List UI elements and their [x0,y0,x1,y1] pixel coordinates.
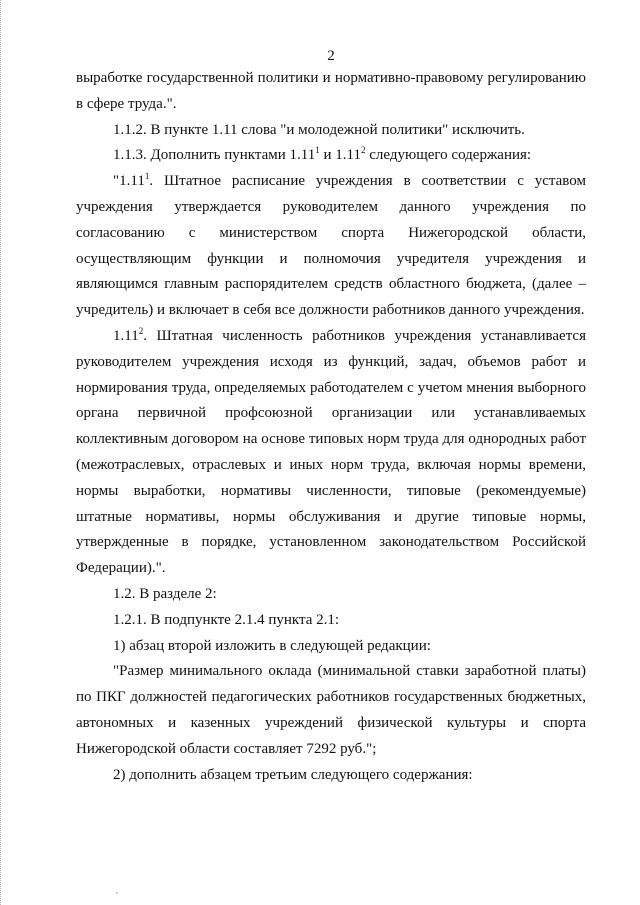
paragraph-1-11-2-number: 1.11 [113,327,139,344]
document-body [76,66,586,788]
superscript-2: 2 [138,325,144,336]
scan-speck [116,892,118,894]
paragraph-1-1-3 [76,143,586,169]
paragraph-1-11-1-number: "1.11 [113,173,145,190]
scan-left-edge [0,0,5,905]
paragraph-1-1-2: 1.1.2. В пункте 1.11 слова "и молодежной политики" исключить. [113,121,525,138]
page-number: 2 [327,48,335,64]
paragraph-1-2: 1.2. В разделе 2: [113,585,217,602]
paragraph-1-1-3-text-c: следующего содержания: [365,147,532,164]
paragraph-item-1: 1) абзац второй изложить в следующей редакции: [113,637,431,654]
superscript-1: 1 [144,171,150,182]
paragraph-1-1-3-text-a: 1.1.3. Дополнить пунктами 1.11 [113,147,316,164]
paragraph-1-11-2-text: . Штатная численность работников учреждения устанавливается руководителем учреждения исходя из функций, задач, объемов работ и нормирования труда, определяемых работодателем с учетом мнения выборного органа первичной профсоюзной организации или устанавливаемых коллективным договором на основе типовых норм труда для однородных работ (межотраслевых, отраслевых и иных норм труда, включая нормы времени, нормы выработки, нормативы численности, типовые (рекомендуемые) штатные нормативы, нормы обслуживания и другие типовые нормы, утвержденные в порядке, установленном законодательством Российской Федерации).". [76,327,586,577]
superscript-1: 1 [315,145,320,156]
paragraph-quoted-salary: "Размер минимального оклада (минимальной ставки заработной платы) по ПКГ должностей педагогических работников государственных бюджетных, автономных и казенных учреждений физической культуры и спорта Нижегородской области составляет 7292 руб."; [76,663,586,757]
paragraph-continuation: выработке государственной политики и нормативно-правовому регулированию в сфере труда.". [76,70,586,112]
paragraph-1-1-3-text-b: и 1.11 [319,147,361,164]
paragraph-1-2-1: 1.2.1. В подпункте 2.1.4 пункта 2.1: [113,611,340,628]
paragraph-1-11-1-text: . Штатное расписание учреждения в соответствии с уставом учреждения утверждается руководителем данного учреждения по согласованию с министерством спорта Нижегородской области, осуществляющим функции и полномочия учредителя учреждения и являющимся главным распорядителем средств областного бюджета, (далее – учредитель) и включает в себя все должности работников данного учреждения. [76,173,586,319]
paragraph-1-11-2 [76,324,586,582]
paragraph-item-2: 2) дополнить абзацем третьим следующего содержания: [113,766,473,783]
superscript-2: 2 [361,145,366,156]
paragraph-1-11-1 [76,169,586,324]
